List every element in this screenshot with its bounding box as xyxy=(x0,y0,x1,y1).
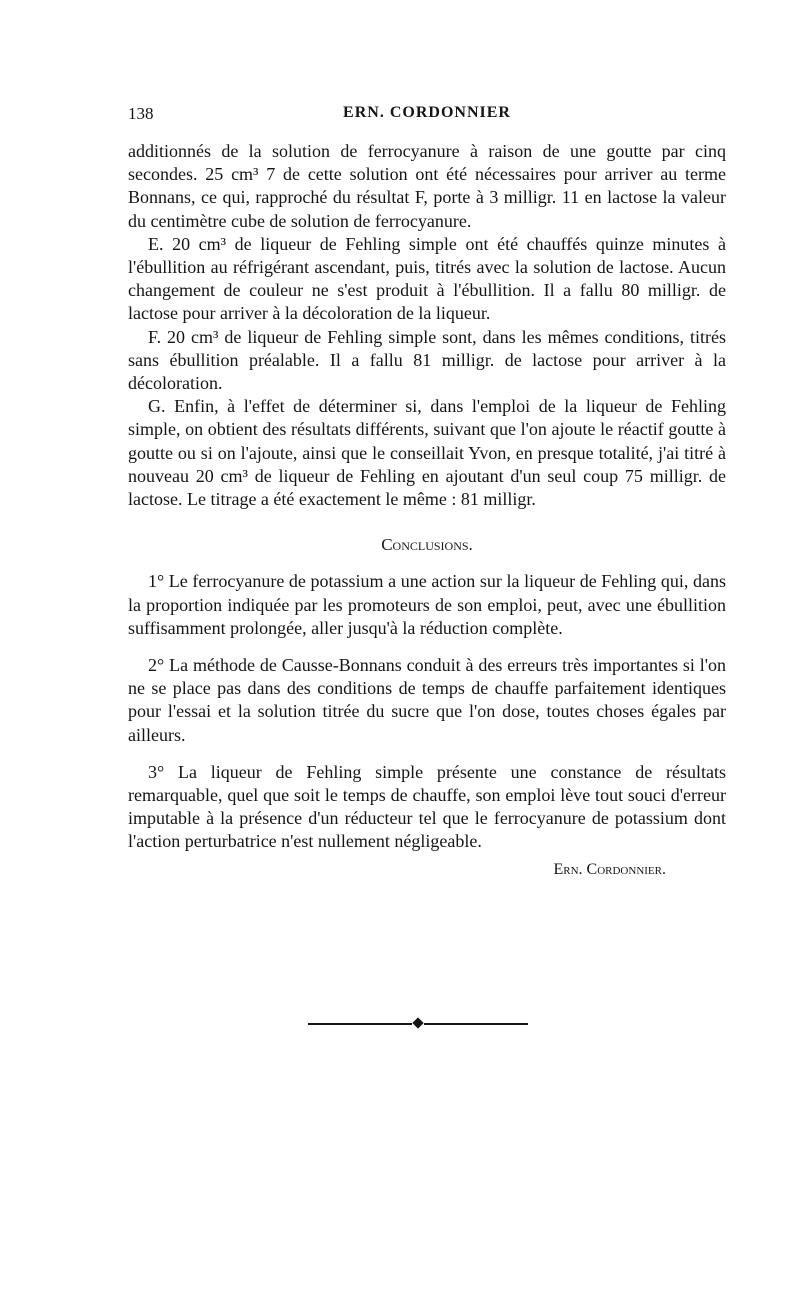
author-signature: Ern. Cordonnier. xyxy=(553,860,666,878)
page-header xyxy=(128,104,726,130)
paragraph-1: additionnés de la solution de ferrocyanure à raison de une goutte par cinq secondes. 25 cm³ 7 de cette solution ont été nécessaires pour arriver au terme Bonnans, ce qui, rapproché du résultat F, porte à 3 milligr. 11 en lactose la valeur du centimètre cube de solution de ferrocyanure. xyxy=(128,141,726,231)
conclusion-2: 2° La méthode de Causse-Bonnans conduit à des erreurs très importantes si l'on ne se place pas dans des conditions de temps de chauffe parfaitement identiques pour l'essai et la solution titrée du sucre que l'on dose, toutes choses égales par ailleurs. xyxy=(128,655,726,745)
ornament-line-left xyxy=(308,1023,412,1025)
conclusion-1: 1° Le ferrocyanure de potassium a une action sur la liqueur de Fehling qui, dans la proportion indiquée par les promoteurs de son emploi, peut, avec une ébullition suffisamment prolongée, aller jusqu'à la réduction complète. xyxy=(128,571,726,638)
diamond-icon xyxy=(412,1017,423,1028)
paragraph-e: E. 20 cm³ de liqueur de Fehling simple ont été chauffés quinze minutes à l'ébullition au réfrigérant ascendant, puis, titrés avec la solution de lactose. Aucun changement de couleur ne s'est produit à l'ébullition. Il a fallu 80 milligr. de lactose pour arriver à la décoloration de la liqueur. xyxy=(128,233,726,324)
paragraph-f: F. 20 cm³ de liqueur de Fehling simple sont, dans les mêmes conditions, titrés sans ébullition préalable. Il a fallu 81 milligr. de lactose pour arriver à la décoloration. xyxy=(128,326,726,394)
end-ornament xyxy=(308,1019,528,1029)
ornament-line-right xyxy=(424,1023,528,1025)
running-title: ERN. CORDONNIER xyxy=(343,104,511,121)
paragraph-g: G. Enfin, à l'effet de déterminer si, dans l'emploi de la liqueur de Fehling simple, on obtient des résultats différents, suivant que l'on ajoute le réactif goutte à goutte ou si on l'ajoute, ainsi que le conseillait Yvon, en presque totalité, j'ai titré à nouveau 20 cm³ de liqueur de Fehling en ajoutant d'un seul coup 75 milligr. de lactose. Le titrage a été exactement le même : 81 milligr. xyxy=(128,396,726,510)
section-heading: Conclusions. xyxy=(381,535,473,555)
page-number: 138 xyxy=(128,104,154,123)
body-text xyxy=(128,140,726,881)
conclusion-3: 3° La liqueur de Fehling simple présente une constance de résultats remarquable, quel que soit le temps de chauffe, son emploi lève tout souci d'erreur imputable à la présence d'un réducteur tel que le ferrocyanure de potassium dont l'action perturbatrice n'est nullement négligeable. xyxy=(128,761,726,852)
